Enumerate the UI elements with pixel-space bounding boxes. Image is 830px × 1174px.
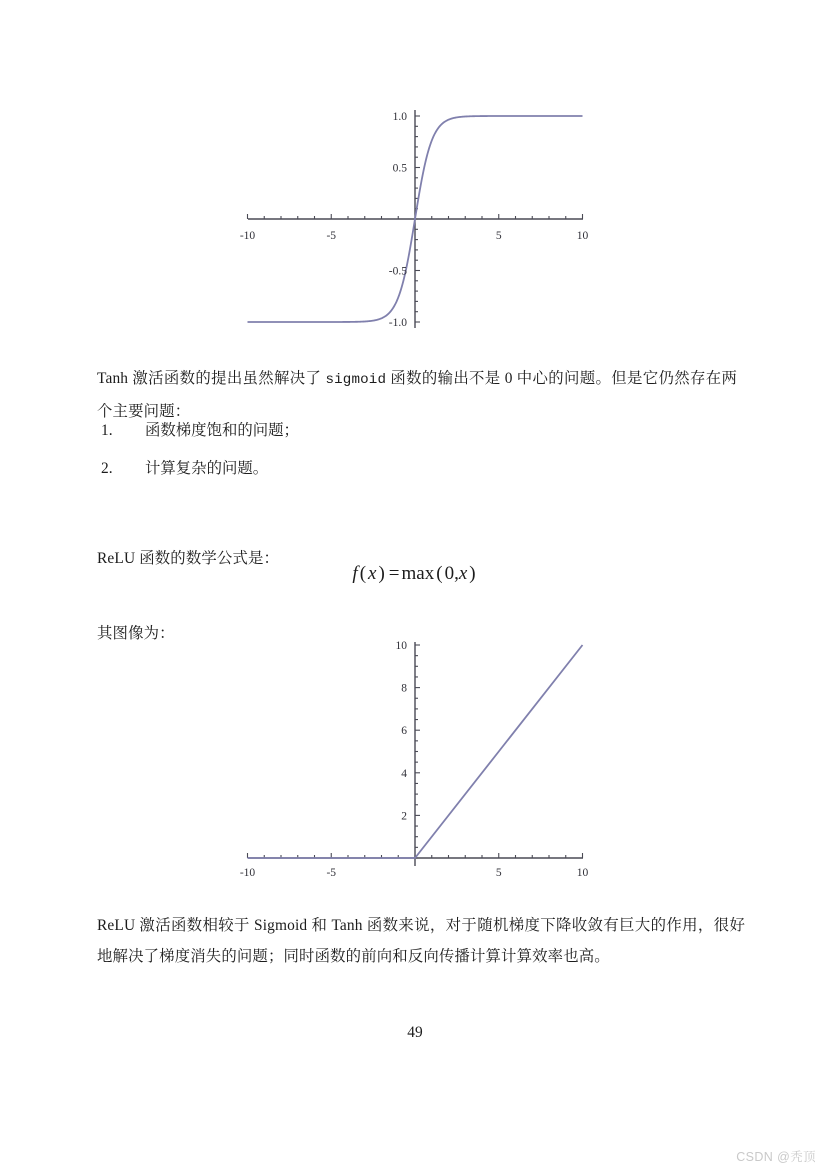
- formula-rparen: ): [378, 563, 385, 584]
- tanh-intro-text-a: 激活函数的提出虽然解决了: [128, 370, 326, 388]
- formula-equals: =: [388, 563, 400, 584]
- csdn-watermark: CSDN @秃顶: [736, 1150, 816, 1164]
- svg-text:10: 10: [395, 640, 407, 652]
- svg-text:-0.5: -0.5: [388, 265, 407, 278]
- svg-text:5: 5: [495, 867, 502, 879]
- svg-text:5: 5: [495, 230, 502, 242]
- list-item-number: 1.: [101, 422, 113, 439]
- svg-text:-10: -10: [239, 867, 256, 879]
- tanh-intro-text-b: 函数的输出不是 0 中心的问题。但是它仍然存在两个主要问题：: [97, 370, 737, 421]
- list-item: [97, 412, 697, 450]
- relu-tick-labels: [240, 640, 589, 879]
- relu-y-axis-ticks: [415, 645, 420, 858]
- paragraph-relu-formula-lead: ReLU 函数的数学公式是：: [97, 550, 280, 568]
- svg-text:-10: -10: [239, 230, 256, 242]
- formula-arg-lparen: (: [436, 563, 443, 584]
- svg-text:6: 6: [401, 725, 407, 738]
- svg-text:1.0: 1.0: [392, 111, 407, 123]
- relu-plot-svg: [215, 628, 600, 883]
- paragraph-relu-description: ReLU 激活函数相较于 Sigmoid 和 Tanh 函数来说，对于随机梯度下降收敛有巨大的作用，很好地解决了梯度消失的问题；同时函数的前向和反向传播计算计算效率也高。: [97, 917, 745, 966]
- formula-x: x: [368, 563, 377, 584]
- formula-f: f: [352, 563, 358, 584]
- tanh-label-text: Tanh: [97, 370, 129, 388]
- svg-text:2: 2: [401, 810, 407, 823]
- svg-text:-1.0: -1.0: [388, 317, 407, 329]
- svg-text:-5: -5: [326, 867, 337, 879]
- relu-activation-chart: [215, 628, 600, 883]
- tanh-activation-chart: [230, 92, 600, 337]
- svg-text:10: 10: [576, 867, 589, 879]
- list-item: [97, 450, 697, 488]
- svg-text:0.5: 0.5: [392, 162, 407, 175]
- relu-formula: [0, 563, 830, 585]
- svg-text:-5: -5: [326, 230, 337, 242]
- formula-arg-rparen: ): [469, 563, 476, 584]
- page-number: 49: [407, 1024, 423, 1041]
- tanh-plot-svg: [230, 92, 600, 337]
- tanh-problem-list: [97, 412, 697, 488]
- formula-zero: 0,: [444, 563, 459, 584]
- formula-lparen: (: [359, 563, 367, 584]
- list-item-number: 2.: [101, 460, 113, 477]
- svg-text:10: 10: [576, 230, 589, 242]
- paragraph-image-lead: 其图像为：: [97, 625, 175, 643]
- formula-max: max: [401, 563, 435, 584]
- list-item-label: 计算复杂的问题。: [145, 460, 269, 477]
- formula-arg-x: x: [458, 563, 468, 584]
- sigmoid-label-text: sigmoid: [325, 372, 387, 389]
- svg-text:4: 4: [401, 767, 407, 780]
- svg-text:8: 8: [401, 682, 407, 695]
- list-item-label: 函数梯度饱和的问题；: [145, 422, 299, 439]
